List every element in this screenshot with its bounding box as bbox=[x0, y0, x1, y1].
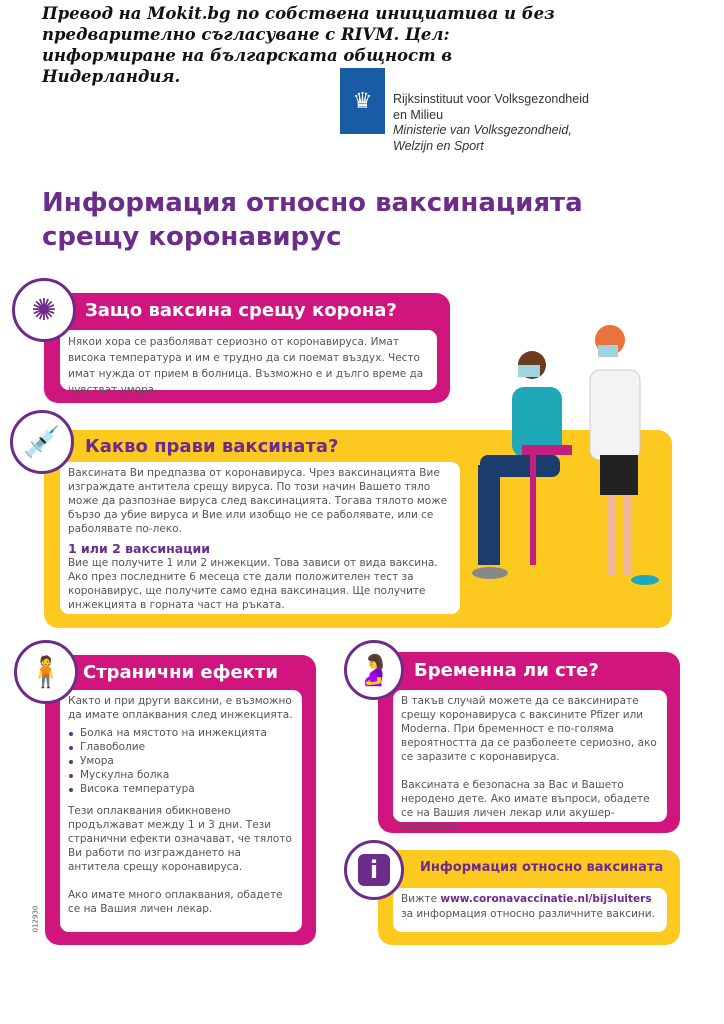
what-body bbox=[60, 462, 460, 614]
what-subtitle: 1 или 2 ваксинации bbox=[68, 541, 210, 556]
why-title: Защо ваксина срещу корона? bbox=[85, 300, 397, 321]
virus-icon: ✺ bbox=[12, 278, 76, 342]
rijksoverheid-logo: ♛ bbox=[340, 68, 385, 134]
what-subtext: Вие ще получите 1 или 2 инжекции. Това зависи от вида ваксина. Ако през последните 6 месеца сте дали положителен тест за коронавирус, ще получите само една ваксинация. Ще получите инжекцията в горната част на ръката. bbox=[68, 557, 438, 611]
info-pre: Вижте bbox=[401, 893, 441, 905]
vaccine-leaflets-link[interactable]: www.coronavaccinatie.nl/bijsluiters bbox=[440, 893, 652, 905]
info-body bbox=[393, 888, 667, 932]
logo-line: Ministerie van Volksgezondheid, bbox=[393, 123, 572, 137]
side-p3: Ако имате много оплаквания, обадете се на Вашия личен лекар. bbox=[68, 889, 283, 915]
translation-note: Превод на Mokit.bg по собствена инициатива и без предварително съгласуване с RIVM. Цел: информиране на българската общност в Нидерландия. bbox=[42, 4, 555, 86]
what-title: Какво прави ваксината? bbox=[85, 436, 339, 457]
pregnant-p2: Ваксината е безопасна за Вас и Вашето неродено дете. Ако имате въпроси, обадете се на Вашия личен лекар или акушер-гинеколог. bbox=[401, 779, 650, 833]
vaccination-illustration bbox=[460, 315, 670, 590]
info-icon: i bbox=[344, 840, 404, 900]
syringe-icon: 💉 bbox=[10, 410, 74, 474]
info-post: за информация относно различните ваксини. bbox=[401, 908, 655, 920]
list-item: Главоболие bbox=[68, 740, 294, 754]
side-effects-body bbox=[60, 690, 302, 932]
list-item: Мускулна болка bbox=[68, 768, 294, 782]
list-item: Умора bbox=[68, 754, 294, 768]
logo-line: Welzijn en Sport bbox=[393, 138, 484, 153]
pregnant-body bbox=[393, 690, 667, 833]
side-effects-title: Странични ефекти bbox=[83, 662, 278, 683]
pregnant-p1: В такъв случай можете да се ваксинирате срещу коронавируса с ваксините Pfizer или Moderna. При бременност е по-голяма вероятността да се разболеете сериозно, ако се заразите с коронавируса. bbox=[401, 695, 657, 763]
sick-person-icon: 🧍 bbox=[14, 640, 78, 704]
logo-line: Rijksinstituut voor Volksgezondheid bbox=[393, 92, 589, 106]
why-text: Някои хора се разболяват сериозно от коронавируса. Имат висока температура и им е трудно да си поемат въздух. Често имат нужда от прием в болница. Възможно е и дълго време да чувстват умора. bbox=[60, 330, 437, 390]
logo-text bbox=[393, 92, 589, 154]
pregnant-title: Бременна ли сте? bbox=[414, 660, 599, 681]
side-effects-list bbox=[68, 726, 294, 796]
list-item: Висока температура bbox=[68, 782, 294, 796]
list-item: Болка на мястото на инжекцията bbox=[68, 726, 294, 740]
side-p2: Тези оплаквания обикновено продължават между 1 и 3 дни. Тези странични ефекти означават, че тялото Ви работи по изграждането на антитела срещу коронавируса. bbox=[68, 805, 292, 873]
logo-line: en Milieu bbox=[393, 107, 444, 122]
info-title: Информация относно ваксината bbox=[420, 860, 664, 875]
what-text: Ваксината Ви предпазва от коронавируса. Чрез ваксинацията Вие изграждате антитела срещу вируса. По този начин Вашето тяло може да разпознае вируса след ваксинацията. Тогава тялото може бързо да убие вируса и Вие или изобщо не се раболявате, или се раболявате по-леко. bbox=[68, 467, 448, 535]
pregnant-woman-icon: 🤰 bbox=[344, 640, 404, 700]
document-code: 012930 bbox=[31, 905, 40, 933]
page-title: Информация относно ваксинацията срещу коронавирус bbox=[42, 188, 583, 252]
side-intro: Както и при други ваксини, е възможно да имате оплаквания след инжекцията. bbox=[68, 695, 293, 721]
